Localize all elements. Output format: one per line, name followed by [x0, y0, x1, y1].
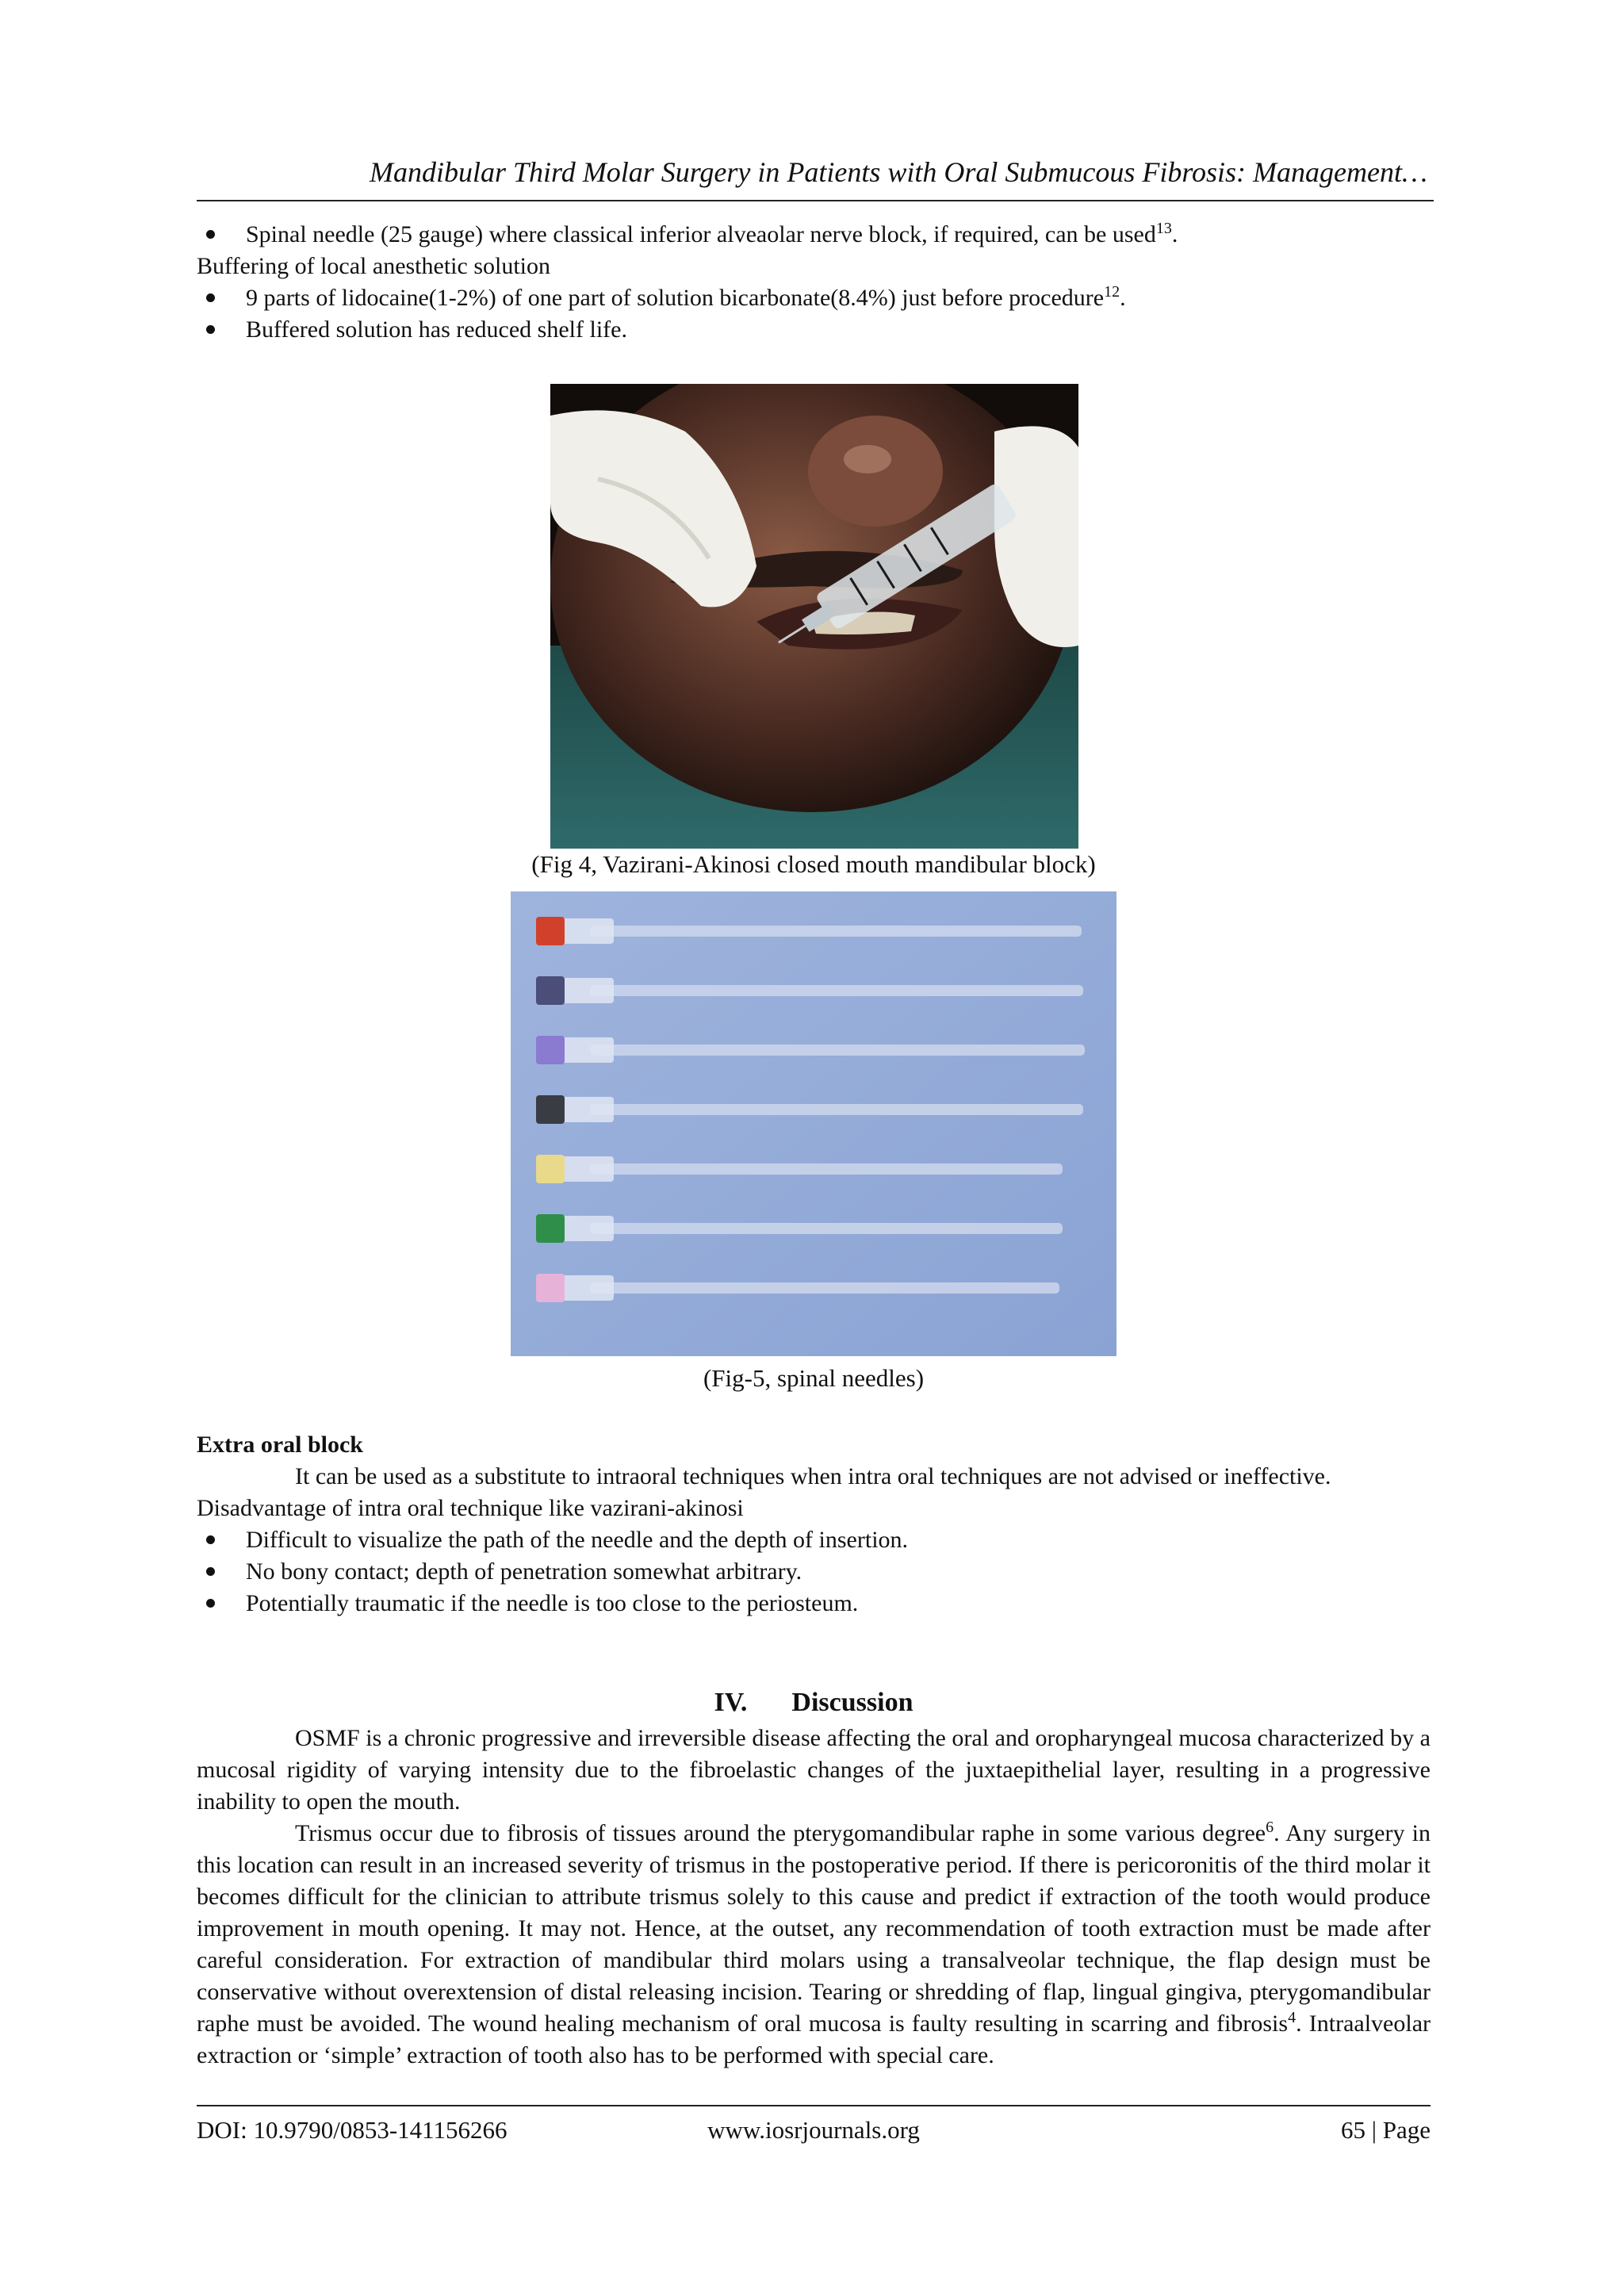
figure-4-caption: (Fig 4, Vazirani-Akinosi closed mouth mandibular block): [531, 850, 1096, 878]
paragraph-text: Trismus occur due to fibrosis of tissues around the pterygomandibular raphe in some various degree: [295, 1820, 1266, 1846]
discussion-paragraph-2: [197, 1818, 1431, 2072]
extra-oral-heading: Extra oral block: [197, 1432, 363, 1458]
figure-4-photo: [550, 384, 1078, 849]
bullet-text: Spinal needle (25 gauge) where classical inferior alveaolar nerve block, if required, can be used: [246, 221, 1156, 247]
citation-ref: 13: [1155, 220, 1172, 237]
extra-oral-section: [197, 1429, 1431, 1619]
citation-ref: 6: [1266, 1819, 1274, 1836]
figure-4-illustration: [550, 384, 1078, 849]
list-item: [197, 282, 1431, 314]
running-header: [197, 155, 1434, 201]
figure-5-caption: (Fig-5, spinal needles): [703, 1364, 925, 1392]
bullet-text: 9 parts of lidocaine(1-2%) of one part of solution bicarbonate(8.4%) just before procedure: [246, 285, 1105, 311]
list-item: Difficult to visualize the path of the needle and the depth of insertion.: [197, 1524, 1431, 1556]
running-title: Mandibular Third Molar Surgery in Patients with Oral Submucous Fibrosis: Management…: [370, 156, 1427, 188]
punctuation: .: [1120, 285, 1126, 311]
punctuation: .: [1171, 221, 1178, 247]
discussion-body: [197, 1723, 1431, 2072]
footer-website: www.iosrjournals.org: [707, 2116, 920, 2144]
disadvantage-heading: Disadvantage of intra oral technique like vazirani-akinosi: [197, 1495, 744, 1521]
footer-doi: DOI: 10.9790/0853-141156266: [197, 2116, 508, 2144]
paragraph-text: . Intraalveolar extraction or ‘simple’ extraction of tooth also has to be performed with special care.: [197, 2010, 1431, 2068]
list-item: No bony contact; depth of penetration somewhat arbitrary.: [197, 1556, 1431, 1588]
section-title: Discussion: [791, 1688, 914, 1717]
list-item: [197, 219, 1431, 251]
extra-oral-paragraph: It can be used as a substitute to intraoral techniques when intra oral techniques are not advised or ineffective.: [295, 1463, 1331, 1489]
top-text-block: [197, 219, 1431, 346]
bullet-text: Buffered solution has reduced shelf life.: [246, 316, 627, 343]
figure-5-photo: [511, 891, 1116, 1356]
discussion-paragraph-1: OSMF is a chronic progressive and irreversible disease affecting the oral and oropharyngeal mucosa characterized by a mucosal rigidity of varying intensity due to the fibroelastic changes of the juxtaepithelial layer, resulting in a progressive inability to open the mouth.: [197, 1725, 1431, 1815]
list-item: Potentially traumatic if the needle is too close to the periosteum.: [197, 1588, 1431, 1619]
list-item: [197, 314, 1431, 346]
section-heading: [197, 1688, 1431, 1718]
section-number: IV.: [714, 1688, 748, 1717]
paragraph-text: . Any surgery in this location can result in an increased severity of trismus in the postoperative period. If there is pericoronitis of the third molar it becomes difficult for the clinician to attribute trismus solely to this cause and predict if extraction of the tooth would produce improvement in mouth opening. It may not. Hence, at the outset, any recommendation of tooth extraction must be made after careful consideration. For extraction of mandibular third molars using a transalveolar technique, the flap design must be conservative without overextension of distal releasing incision. Tearing or shredding of flap, lingual gingiva, pterygomandibular raphe must be avoided. The wound healing mechanism of oral mucosa is faulty resulting in scarring and fibrosis: [197, 1820, 1431, 2037]
page-footer: [197, 2105, 1431, 2144]
buffering-heading: Buffering of local anesthetic solution: [197, 253, 551, 279]
figure-5-illustration: [511, 891, 1116, 1356]
footer-page-number: 65 | Page: [1341, 2116, 1431, 2144]
citation-ref: 4: [1288, 2009, 1297, 2026]
citation-ref: 12: [1104, 283, 1120, 301]
